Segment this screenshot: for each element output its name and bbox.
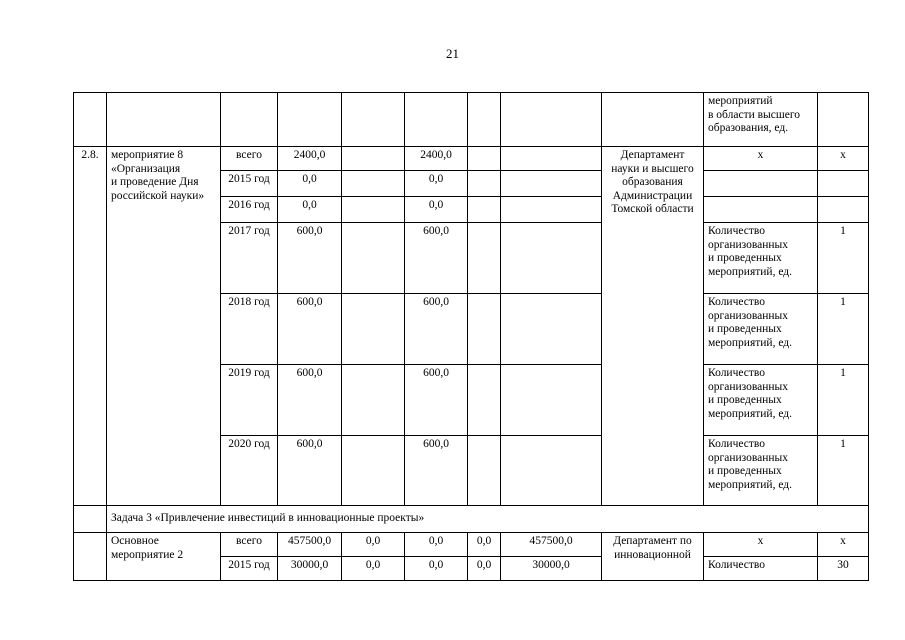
total-cell: 600,0 — [278, 294, 342, 365]
event-name: Основное мероприятие 2 — [107, 533, 221, 581]
indicator-cell: Количество организованных и проведенных мероприятий, ед. — [704, 294, 818, 365]
period-cell: 2020 год — [221, 436, 278, 506]
indicator-cell: Количество организованных и проведенных мероприятий, ед. — [704, 436, 818, 506]
table-row — [74, 147, 869, 171]
total-cell: 600,0 — [278, 223, 342, 294]
total-cell: 600,0 — [278, 436, 342, 506]
period-cell: 2015 год — [221, 171, 278, 197]
value-cell — [818, 171, 869, 197]
other-cell — [501, 147, 602, 171]
regional-cell: 0,0 — [405, 533, 468, 557]
indicator-cell: Количество организованных и проведенных мероприятий, ед. — [704, 365, 818, 436]
indicator-cell: х — [704, 147, 818, 171]
local-cell — [468, 294, 501, 365]
local-cell — [468, 365, 501, 436]
other-cell — [501, 197, 602, 223]
task-title: Задача 3 «Привлечение инвестиций в инновационные проекты» — [107, 506, 869, 533]
regional-cell: 600,0 — [405, 223, 468, 294]
local-cell — [468, 223, 501, 294]
period-cell: 2016 год — [221, 197, 278, 223]
other-cell — [501, 365, 602, 436]
local-cell: 0,0 — [468, 557, 501, 581]
period-cell: 2019 год — [221, 365, 278, 436]
period-cell: всего — [221, 147, 278, 171]
other-cell — [501, 171, 602, 197]
value-cell — [818, 197, 869, 223]
regional-cell: 0,0 — [405, 171, 468, 197]
other-cell — [501, 436, 602, 506]
indicator-cell: Количество — [704, 557, 818, 581]
other-cell — [501, 294, 602, 365]
value-cell: 1 — [818, 294, 869, 365]
other-cell: 457500,0 — [501, 533, 602, 557]
period-cell: 2018 год — [221, 294, 278, 365]
regional-cell: 2400,0 — [405, 147, 468, 171]
department-cell: Департамент науки и высшего образования Администрации Томской области — [602, 147, 704, 506]
regional-cell: 0,0 — [405, 197, 468, 223]
indicator-cell: мероприятий в области высшего образования, ед. — [704, 93, 818, 147]
local-cell: 0,0 — [468, 533, 501, 557]
federal-cell — [342, 197, 405, 223]
local-cell — [468, 197, 501, 223]
local-cell — [468, 171, 501, 197]
indicator-cell: х — [704, 533, 818, 557]
item-number: 2.8. — [74, 147, 107, 506]
table-row — [74, 93, 869, 147]
period-cell: 2017 год — [221, 223, 278, 294]
table-row — [74, 533, 869, 557]
other-cell: 30000,0 — [501, 557, 602, 581]
federal-cell — [342, 147, 405, 171]
total-cell: 457500,0 — [278, 533, 342, 557]
value-cell: 1 — [818, 223, 869, 294]
indicator-cell — [704, 197, 818, 223]
federal-cell — [342, 294, 405, 365]
federal-cell — [342, 171, 405, 197]
total-cell: 0,0 — [278, 197, 342, 223]
department-cell: Департамент по инновационной — [602, 533, 704, 581]
value-cell: 1 — [818, 365, 869, 436]
total-cell: 2400,0 — [278, 147, 342, 171]
regional-cell: 0,0 — [405, 557, 468, 581]
local-cell — [468, 147, 501, 171]
table-row — [74, 506, 869, 533]
value-cell: 30 — [818, 557, 869, 581]
period-cell: 2015 год — [221, 557, 278, 581]
value-cell: х — [818, 533, 869, 557]
value-cell: х — [818, 147, 869, 171]
federal-cell: 0,0 — [342, 557, 405, 581]
indicator-cell — [704, 171, 818, 197]
local-cell — [468, 436, 501, 506]
other-cell — [501, 223, 602, 294]
total-cell: 600,0 — [278, 365, 342, 436]
period-cell: всего — [221, 533, 278, 557]
page-number: 21 — [446, 46, 459, 61]
event-name: мероприятие 8 «Организация и проведение Дня российской науки» — [107, 147, 221, 506]
regional-cell: 600,0 — [405, 365, 468, 436]
federal-cell — [342, 223, 405, 294]
federal-cell: 0,0 — [342, 533, 405, 557]
regional-cell: 600,0 — [405, 436, 468, 506]
program-table — [73, 92, 869, 581]
total-cell: 0,0 — [278, 171, 342, 197]
federal-cell — [342, 436, 405, 506]
value-cell: 1 — [818, 436, 869, 506]
regional-cell: 600,0 — [405, 294, 468, 365]
federal-cell — [342, 365, 405, 436]
indicator-cell: Количество организованных и проведенных мероприятий, ед. — [704, 223, 818, 294]
total-cell: 30000,0 — [278, 557, 342, 581]
